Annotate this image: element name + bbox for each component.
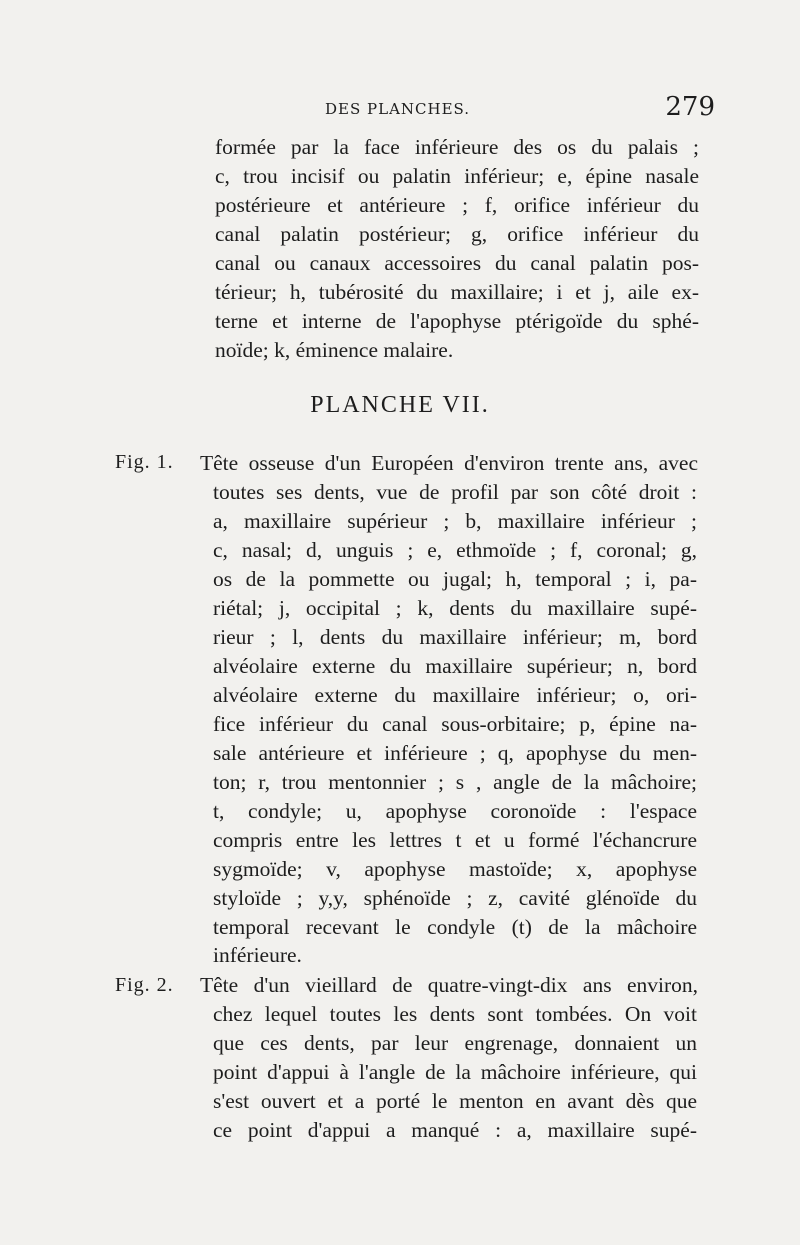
text-line: chez lequel toutes les dents sont tombées. On voit — [213, 1002, 697, 1026]
text-line: sale antérieure et inférieure ; q, apophyse du men- — [213, 741, 697, 765]
text-line: noïde; k, éminence malaire. — [215, 338, 454, 362]
text-line: rieur ; l, dents du maxillaire inférieur; m, bord — [213, 625, 697, 649]
text-line: alvéolaire externe du maxillaire inférieur; o, ori- — [213, 683, 697, 707]
text-line: riétal; j, occipital ; k, dents du maxillaire supé- — [213, 596, 697, 620]
page-number: 279 — [665, 92, 715, 122]
text-line: t, condyle; u, apophyse coronoïde : l'espace — [213, 799, 697, 823]
text-line: point d'appui à l'angle de la mâchoire inférieure, qui — [213, 1060, 697, 1084]
text-line: formée par la face inférieure des os du palais ; — [215, 135, 699, 159]
text-line: alvéolaire externe du maxillaire supérieur; n, bord — [213, 654, 697, 678]
text-line: compris entre les lettres t et u formé l'échancrure — [213, 828, 697, 852]
text-line: toutes ses dents, vue de profil par son côté droit : — [213, 480, 697, 504]
figure-label: Fig. 2. — [115, 974, 174, 996]
figure-label: Fig. 1. — [115, 451, 174, 473]
text-line: Tête osseuse d'un Européen d'environ trente ans, avec — [200, 451, 698, 475]
text-line: c, trou incisif ou palatin inférieur; e, épine nasale — [215, 164, 699, 188]
text-line: c, nasal; d, unguis ; e, ethmoïde ; f, coronal; g, — [213, 538, 697, 562]
text-line: que ces dents, par leur engrenage, donnaient un — [213, 1031, 697, 1055]
text-line: styloïde ; y,y, sphénoïde ; z, cavité glénoïde du — [213, 886, 697, 910]
text-line: ton; r, trou mentonnier ; s , angle de la mâchoire; — [213, 770, 697, 794]
text-line: térieur; h, tubérosité du maxillaire; i et j, aile ex- — [215, 280, 699, 304]
text-line: canal ou canaux accessoires du canal palatin pos- — [215, 251, 699, 275]
text-line: a, maxillaire supérieur ; b, maxillaire inférieur ; — [213, 509, 697, 533]
text-line: os de la pommette ou jugal; h, temporal ; i, pa- — [213, 567, 697, 591]
running-head: DES PLANCHES. — [325, 100, 471, 118]
text-line: canal palatin postérieur; g, orifice inférieur du — [215, 222, 699, 246]
text-line: inférieure. — [213, 943, 302, 967]
text-line: postérieure et antérieure ; f, orifice inférieur du — [215, 193, 699, 217]
text-line: ce point d'appui a manqué : a, maxillaire supé- — [213, 1118, 697, 1142]
text-line: terne et interne de l'apophyse ptérigoïde du sphé- — [215, 309, 699, 333]
text-line: Tête d'un vieillard de quatre-vingt-dix ans environ, — [200, 973, 698, 997]
text-line: sygmoïde; v, apophyse mastoïde; x, apophyse — [213, 857, 697, 881]
text-line: fice inférieur du canal sous-orbitaire; p, épine na- — [213, 712, 697, 736]
page-header — [215, 92, 715, 128]
plate-title: PLANCHE VII. — [310, 392, 490, 418]
text-line: temporal recevant le condyle (t) de la mâchoire — [213, 915, 697, 939]
text-line: s'est ouvert et a porté le menton en avant dès que — [213, 1089, 697, 1113]
